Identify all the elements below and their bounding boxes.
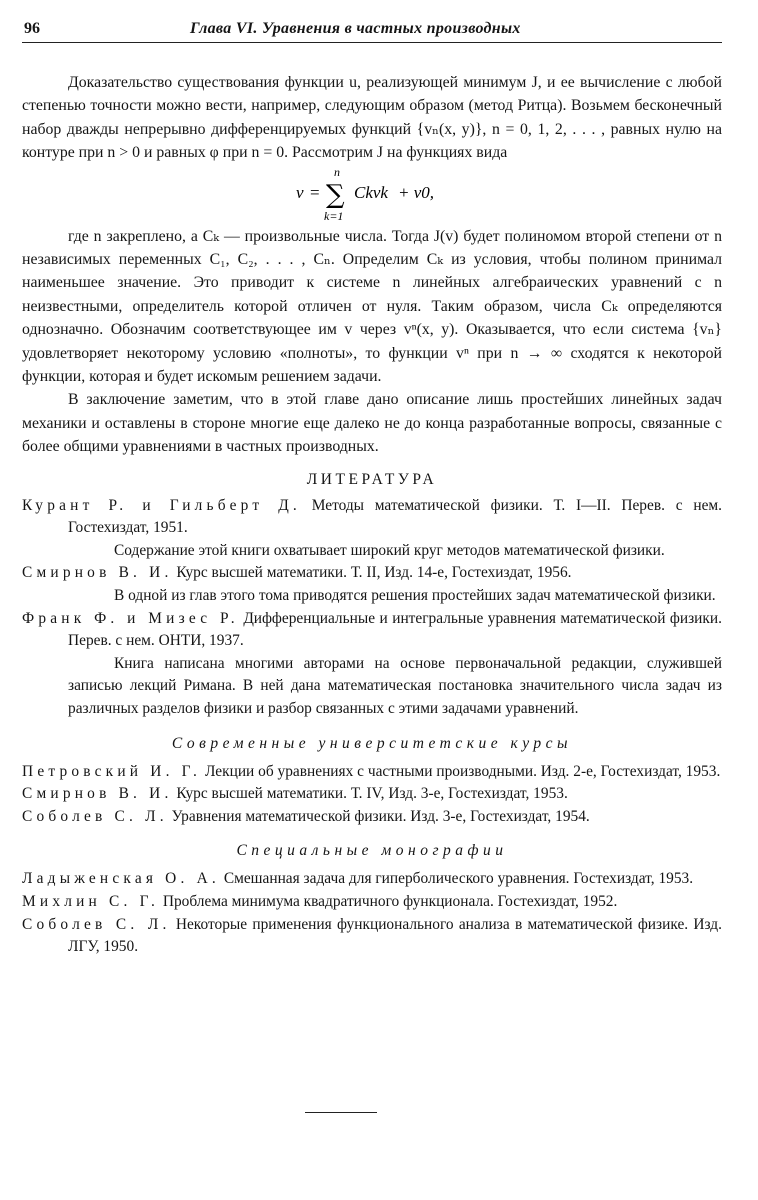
reference-list <box>22 495 722 721</box>
reference-text: Дифференциальные и интегральные уравнения математической физики. Перев. с нем. ОНТИ, 1937. <box>68 609 722 650</box>
reference-author: Курант Р. и Гильберт Д. <box>22 496 301 514</box>
reference-text: Некоторые применения функционального анализа в математической физике. Изд. ЛГУ, 1950. <box>68 915 722 956</box>
reference-text: Методы математической физики. Т. I—II. Перев. с нем. Гостехиздат, 1951. <box>68 496 722 537</box>
courses-list <box>22 761 722 829</box>
reference-entry <box>22 562 722 585</box>
reference-entry <box>22 914 722 959</box>
literature-heading: ЛИТЕРАТУРА <box>306 470 438 488</box>
reference-entry <box>22 783 722 806</box>
end-of-chapter-rule <box>305 1112 377 1113</box>
paragraph-ritz-method: Доказательство существования функции u, реализующей минимум J, и ее вычисление с любой степенью точности можно вести, например, следующим образом (метод Ритца). Возьмем бесконечный набор дважды непрерывно дифференцируемых функций {vₙ(x, y)}, n = 0, 1, 2, . . . , равных нулю на контуре при n > 0 и равных φ при n = 0. Рассмотрим J на функциях вида <box>22 74 722 162</box>
formula-term: Ckvk <box>354 182 388 202</box>
formula-lhs: v <box>296 182 304 202</box>
page-header <box>22 14 722 43</box>
formula-sum-lower: k=1 <box>324 208 344 223</box>
book-page <box>22 14 722 959</box>
running-title: Глава VI. Уравнения в частных производных <box>190 20 521 37</box>
reference-author: Михлин С. Г. <box>22 893 159 910</box>
reference-text: Уравнения математической физики. Изд. 3-е, Гостехиздат, 1954. <box>171 807 590 825</box>
courses-heading: Современные университетские курсы <box>171 734 573 752</box>
reference-entry <box>22 495 722 540</box>
reference-annotation: Содержание этой книги охватывает широкий круг методов математической физики. <box>114 541 665 559</box>
reference-author: Франк Ф. и Мизес Р. <box>22 609 239 627</box>
sum-formula <box>22 165 722 225</box>
page-number: 96 <box>24 20 40 37</box>
reference-author: Соболев С. Л. <box>22 915 171 933</box>
formula-tail: + v0, <box>398 182 435 202</box>
reference-author: Смирнов В. И. <box>22 564 173 582</box>
reference-text: Смешанная задача для гиперболического уравнения. Гостехиздат, 1953. <box>223 870 694 888</box>
formula-graphic <box>22 165 722 225</box>
reference-author: Смирнов В. И. <box>22 785 173 803</box>
reference-text: Проблема минимума квадратичного функционала. Гостехиздат, 1952. <box>162 893 618 910</box>
reference-author: Петровский И. Г. <box>22 762 202 780</box>
formula-sigma: ∑ <box>326 179 345 210</box>
reference-entry <box>22 891 722 914</box>
paragraph-polynomial: где n закреплено, а Cₖ — произвольные числа. Тогда J(v) будет полиномом второй степени от n независимых переменных C₁, C₂, . . . , Cₙ. Определим Cₖ из условия, чтобы полином принимал наименьшее значение. Это приводит к системе n линейных алгебраических уравнений с n неизвестными, определитель которой отличен от нуля. Таким образом, числа Cₖ определяются однозначно. Обозначим соответствующее им v через vⁿ(x, y). Оказывается, что если система {vₙ} удовлетворяет некоторому условию «полноты», то функции vⁿ при n → ∞ сходятся к некоторой функции, которая и будет искомым решением задачи. <box>22 227 722 386</box>
reference-entry <box>22 761 722 784</box>
monographs-list <box>22 868 722 958</box>
formula-equals: = <box>310 182 320 202</box>
reference-author: Соболев С. Л. <box>22 807 168 825</box>
reference-entry <box>22 868 722 891</box>
reference-author: Ладыженская О. А. <box>22 870 220 888</box>
reference-entry <box>22 806 722 829</box>
reference-text: Курс высшей математики. Т. II, Изд. 14-е, Гостехиздат, 1956. <box>176 564 572 582</box>
monographs-heading: Специальные монографии <box>236 842 508 860</box>
reference-text: Курс высшей математики. Т. IV, Изд. 3-е, Гостехиздат, 1953. <box>176 785 568 803</box>
reference-annotation: В одной из глав этого тома приводятся решения простейших задач математической физики. <box>114 587 716 605</box>
paragraph-conclusion: В заключение заметим, что в этой главе дано описание лишь простейших линейных задач механики и оставлены в стороне многие еще далеко не до конца разработанные вопросы, связанные с более общими уравнениями в частных производных. <box>22 391 722 456</box>
reference-entry <box>22 608 722 653</box>
reference-text: Лекции об уравнениях с частными производными. Изд. 2-е, Гостехиздат, 1953. <box>204 762 721 780</box>
formula-sum-upper: n <box>334 164 340 179</box>
reference-annotation: Книга написана многими авторами на основе первоначальной редакции, служившей записью лекций Римана. В ней дана математическая постановка значительного числа задач из различных разделов физики и разбор связанных с этими задачами уравнений. <box>68 654 722 718</box>
